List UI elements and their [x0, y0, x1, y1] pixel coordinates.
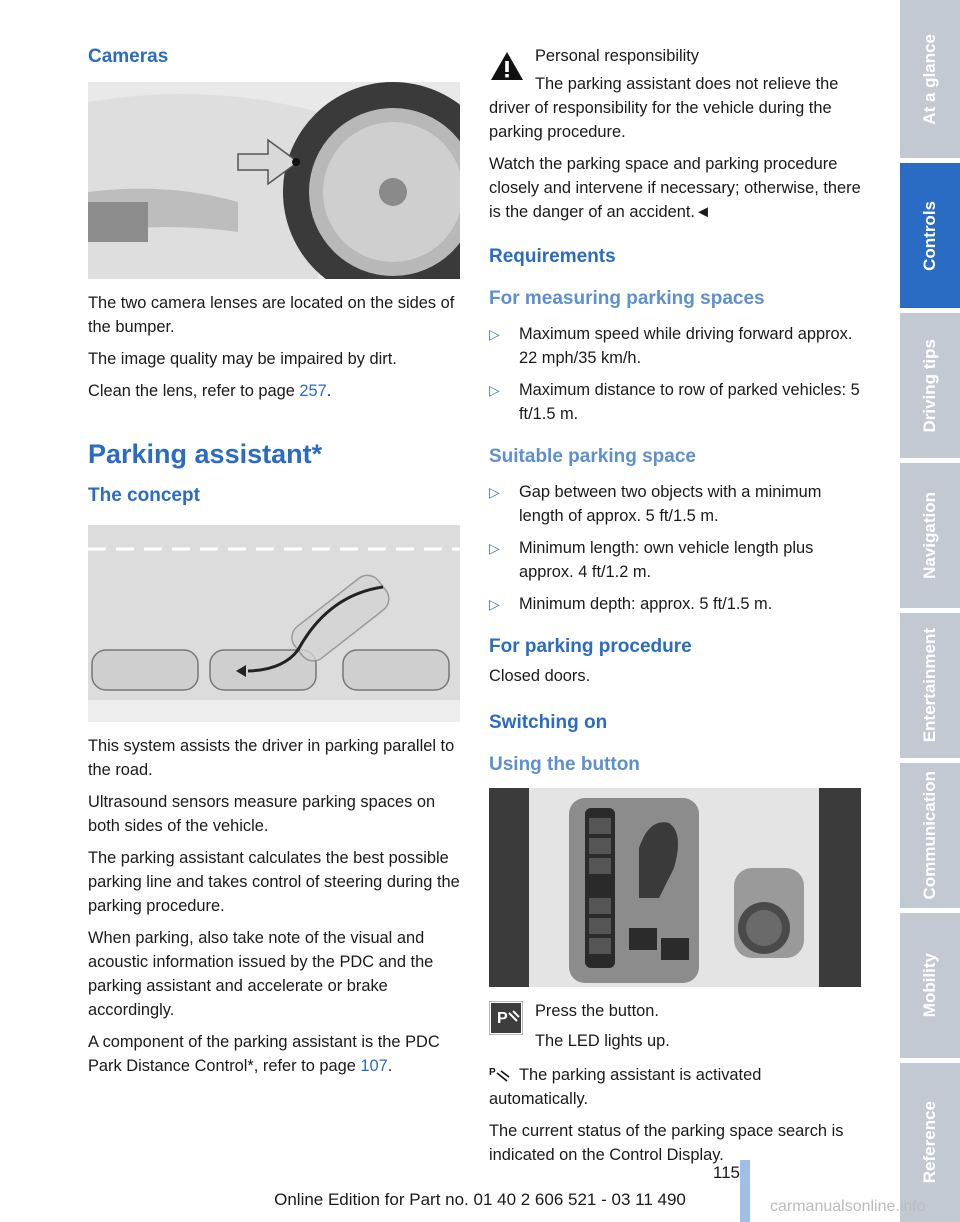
warning-text-1-content: The parking assistant does not relieve the driver of responsibility for the vehicle during the parking procedure. — [489, 75, 839, 141]
watermark: carmanualsonline.info — [770, 1198, 926, 1215]
activated-text-content: The parking assistant is activated automatically. — [489, 1066, 762, 1108]
activated-text — [489, 1063, 861, 1111]
list-item-text: Minimum length: own vehicle length plus approx. 4 ft/1.2 m. — [519, 539, 814, 581]
suitable-list — [489, 480, 861, 616]
triangle-bullet-icon: ▷ — [489, 382, 500, 398]
concept-text-3: The parking assistant calculates the best possible parking line and takes control of steering during the parking procedure. — [88, 849, 460, 915]
concept-text-4: When parking, also take note of the visual and acoustic information issued by the PDC and the parking assistant and accelerate or brake accordingly. — [88, 929, 434, 1019]
list-item-text: Gap between two objects with a minimum length of approx. 5 ft/1.5 m. — [519, 483, 822, 525]
edition-footer: Online Edition for Part no. 01 40 2 606 521 - 03 11 490 — [274, 1190, 686, 1209]
switching-on-heading: Switching on — [489, 712, 608, 733]
parking-assistant-indicator-icon — [489, 1065, 511, 1083]
concept-text-5-post: . — [387, 1057, 393, 1075]
cameras-heading: Cameras — [88, 46, 169, 67]
list-item — [489, 322, 861, 370]
status-text: The current status of the parking space search is indicated on the Control Display. — [489, 1122, 844, 1164]
tab-label: Controls — [920, 200, 939, 271]
parking-illustration — [88, 525, 460, 722]
camera-photo — [88, 82, 460, 279]
tab-at-a-glance[interactable] — [900, 0, 960, 158]
parking-diagram — [88, 525, 460, 722]
concept-text-5-pre: A component of the parking assistant is the PDC Park Distance Control*, refer to page — [88, 1033, 440, 1075]
procedure-heading: For parking procedure — [489, 636, 692, 657]
cameras-text-3-pre: Clean the lens, refer to page — [88, 382, 300, 400]
triangle-bullet-icon: ▷ — [489, 326, 500, 342]
camera-illustration — [88, 82, 460, 279]
press-text-2: The LED lights up. — [535, 1032, 670, 1050]
tab-label: Driving tips — [920, 338, 939, 433]
list-item — [489, 480, 861, 528]
tab-label: Communication — [920, 771, 939, 900]
console-photo — [489, 788, 861, 987]
list-item-text: Maximum distance to row of parked vehicles: 5 ft/1.5 m. — [519, 381, 860, 423]
page-number: 115 — [712, 1163, 740, 1182]
tab-mobility[interactable] — [900, 913, 960, 1058]
svg-text:P: P — [489, 1067, 496, 1078]
tab-controls[interactable] — [900, 163, 960, 308]
measuring-list — [489, 322, 861, 426]
tab-driving-tips[interactable] — [900, 313, 960, 458]
measuring-heading: For measuring parking spaces — [489, 288, 765, 309]
triangle-bullet-icon: ▷ — [489, 596, 500, 612]
list-item — [489, 592, 861, 616]
list-item — [489, 536, 861, 584]
warning-triangle-icon — [489, 50, 525, 82]
tab-entertainment[interactable] — [900, 613, 960, 758]
triangle-bullet-icon: ▷ — [489, 540, 500, 556]
warning-title: Personal responsibility — [535, 47, 699, 65]
svg-text:P: P — [497, 1010, 508, 1027]
suitable-heading: Suitable parking space — [489, 446, 696, 467]
press-text-1: Press the button. — [535, 1002, 659, 1020]
chapter-sidebar — [900, 0, 960, 1222]
warning-block — [489, 44, 861, 224]
parking-assistant-heading: Parking assistant* — [88, 439, 323, 469]
cameras-text-2: The image quality may be impaired by dirt. — [88, 350, 397, 368]
cameras-text-3 — [88, 379, 460, 403]
tab-label: Mobility — [920, 953, 939, 1018]
tab-label: Reference — [920, 1101, 939, 1184]
concept-text-5 — [88, 1030, 460, 1078]
concept-text-2: Ultrasound sensors measure parking spaces on both sides of the vehicle. — [88, 793, 436, 835]
tab-navigation[interactable] — [900, 463, 960, 608]
concept-text-1: This system assists the driver in parking parallel to the road. — [88, 737, 455, 779]
list-item-text: Maximum speed while driving forward approx. 22 mph/35 km/h. — [519, 325, 853, 367]
requirements-heading: Requirements — [489, 246, 616, 267]
warning-text-2: Watch the parking space and parking procedure closely and intervene if necessary; otherwise, there is the danger of an accident.◄ — [489, 155, 861, 221]
list-item — [489, 378, 861, 426]
tab-communication[interactable] — [900, 763, 960, 908]
procedure-text: Closed doors. — [489, 667, 591, 685]
warning-text-1 — [489, 72, 861, 144]
tab-label: Entertainment — [920, 628, 939, 743]
page-link-107[interactable]: 107 — [360, 1057, 388, 1075]
press-button-block — [489, 999, 861, 1055]
using-button-heading: Using the button — [489, 754, 640, 775]
tab-label: At a glance — [920, 33, 939, 125]
page-link-257[interactable]: 257 — [299, 382, 327, 400]
cameras-text-1: The two camera lenses are located on the sides of the bumper. — [88, 294, 455, 336]
parking-assistant-button-icon — [489, 1001, 523, 1035]
list-item-text: Minimum depth: approx. 5 ft/1.5 m. — [519, 595, 773, 613]
triangle-bullet-icon: ▷ — [489, 484, 500, 500]
tab-label: Navigation — [920, 492, 939, 579]
concept-heading: The concept — [88, 485, 200, 506]
left-column — [88, 44, 460, 1086]
cameras-text-3-post: . — [326, 382, 332, 400]
console-illustration — [489, 788, 861, 987]
right-column — [489, 44, 861, 1175]
